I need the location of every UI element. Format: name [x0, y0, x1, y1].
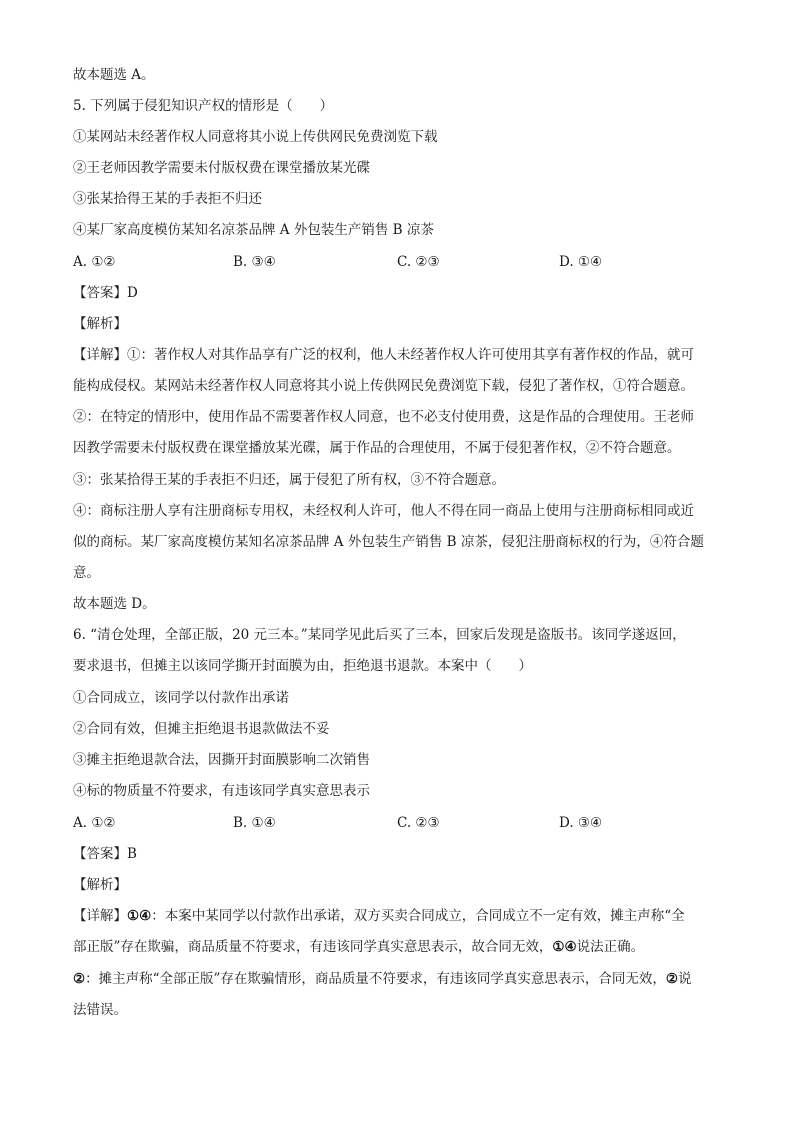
detail-text-end: 说 — [678, 971, 692, 987]
question-6-detail-1b — [73, 938, 644, 956]
option-c: C. ②③ — [397, 254, 440, 270]
question-5-statement-4: ④某厂家高度模仿某知名凉茶品牌 A 外包装生产销售 B 凉茶 — [73, 222, 434, 238]
question-5-detail-1a: 【详解】①：著作权人对其作品享有广泛的权利，他人未经著作权人许可使用其享有著作权的作品，就可 — [73, 347, 694, 363]
question-5-analysis-heading: 【解析】 — [73, 316, 127, 332]
detail-number-2: ② — [665, 971, 679, 987]
option-a: A. ①② — [73, 254, 116, 270]
option-d: D. ①④ — [559, 254, 603, 270]
question-5-detail-4a: ④：商标注册人享有注册商标专用权，未经权利人许可，他人不得在同一商品上使用与注册商标相同或近 — [73, 503, 694, 519]
question-6-answer: 【答案】B — [73, 846, 137, 862]
detail-text: 部正版”存在欺骗，商品质量不符要求，有违该同学真实意思表示，故合同无效， — [73, 939, 553, 955]
option-b: B. ③④ — [233, 254, 276, 270]
question-5-detail-2b: 因教学需要未付版权费在课堂播放某光碟，属于作品的合理使用，不属于侵犯著作权，②不符合题意。 — [73, 440, 681, 456]
question-5-statement-1: ①某网站未经著作权人同意将其小说上传供网民免费浏览下载 — [73, 129, 438, 145]
question-5-detail-2a: ②：在特定的情形中，使用作品不需要著作权人同意，也不必支付使用费，这是作品的合理使用。王老师 — [73, 409, 694, 425]
question-6-statement-2: ②合同有效，但摊主拒绝退书退款做法不妥 — [73, 721, 330, 737]
question-5-answer: 【答案】D — [73, 285, 138, 301]
option-d: D. ③④ — [559, 815, 603, 831]
detail-number: ①④ — [127, 908, 152, 924]
question-5-detail-4c: 意。 — [73, 565, 100, 581]
detail-text-end: 说法正确。 — [576, 939, 645, 955]
question-6-stem-b: 要求退书，但摊主以该同学撕开封面膜为由，拒绝退书退款。本案中（ ） — [73, 658, 532, 674]
question-5-detail-4b: 似的商标。某厂家高度模仿某知名凉茶品牌 A 外包装生产销售 B 凉茶，侵犯注册商标权的行为，④符合题 — [73, 534, 704, 550]
option-c: C. ②③ — [397, 815, 440, 831]
question-5-conclusion: 故本题选 D。 — [73, 596, 156, 612]
question-5-statement-3: ③张某拾得王某的手表拒不归还 — [73, 191, 262, 207]
question-6-detail-2a — [73, 970, 692, 988]
question-6-statement-4: ④标的物质量不符要求，有违该同学真实意思表示 — [73, 783, 370, 799]
option-b: B. ①④ — [233, 815, 276, 831]
detail-text: ：本案中某同学以付款作出承诺，双方买卖合同成立，合同成立不一定有效，摊主声称“全 — [151, 908, 685, 924]
question-6-stem-a: 6. “清仓处理，全部正版，20 元三本。”某同学见此后买了三本，回家后发现是盗版书。该同学遂返回， — [73, 627, 686, 643]
question-5-statement-2: ②王老师因教学需要未付版权费在课堂播放某光碟 — [73, 160, 370, 176]
question-5-stem: 5. 下列属于侵犯知识产权的情形是（ ） — [73, 98, 334, 114]
detail-number: ①④ — [552, 939, 577, 955]
question-6-analysis-heading: 【解析】 — [73, 877, 127, 893]
question-5-detail-3: ③：张某拾得王某的手表拒不归还，属于侵犯了所有权，③不符合题意。 — [73, 472, 505, 488]
option-a: A. ①② — [73, 815, 116, 831]
detail-number: ② — [73, 971, 86, 987]
previous-conclusion: 故本题选 A。 — [73, 67, 155, 83]
question-5-options — [73, 253, 723, 271]
question-6-statement-3: ③摊主拒绝退款合法，因撕开封面膜影响二次销售 — [73, 752, 370, 768]
question-6-detail-1a — [73, 907, 685, 925]
detail-text: ：摊主声称“全部正版”存在欺骗情形，商品质量不符要求，有违该同学真实意思表示，合同无效， — [85, 971, 666, 987]
question-6-detail-2b: 法错误。 — [73, 1002, 127, 1018]
question-6-statement-1: ①合同成立，该同学以付款作出承诺 — [73, 690, 289, 706]
question-5-detail-1b: 能构成侵权。某网站未经著作权人同意将其小说上传供网民免费浏览下载，侵犯了著作权，①符合题意。 — [73, 378, 694, 394]
detail-tag: 【详解】 — [73, 908, 127, 924]
question-6-options — [73, 814, 723, 832]
